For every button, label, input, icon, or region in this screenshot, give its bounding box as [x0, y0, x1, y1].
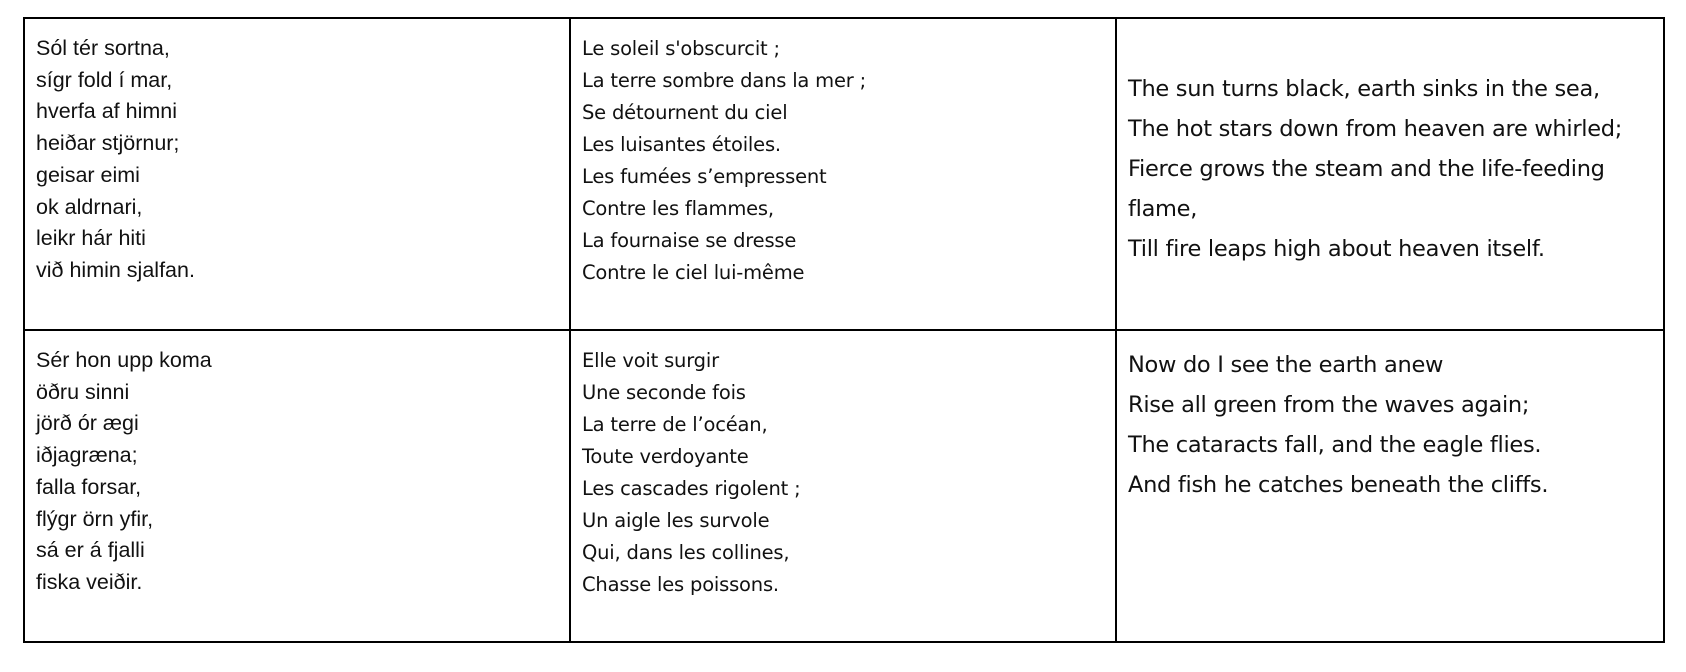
verse-line: öðru sinni	[36, 379, 130, 404]
verse-line: flýgr örn yfir,	[36, 506, 154, 531]
verse-line: hverfa af himni	[36, 99, 178, 124]
verse-line: Les fumées s’empressent	[582, 165, 827, 188]
poem-translation-table	[23, 17, 1665, 643]
verse-line: Les cascades rigolent ;	[582, 477, 801, 500]
verse-line: iðjagræna;	[36, 443, 138, 468]
english-cell	[1116, 18, 1664, 330]
verse-line: Fierce grows the steam and the life-feeding flame,	[1128, 156, 1605, 222]
verse-line: fiska veiðir.	[36, 569, 143, 594]
verse-line: Qui, dans les collines,	[582, 541, 790, 564]
verse-line: La fournaise se dresse	[582, 229, 797, 252]
stanza-row-1	[24, 18, 1664, 330]
verse-line: Elle voit surgir	[582, 349, 719, 372]
english-verse	[1117, 331, 1663, 505]
verse-line: Rise all green from the waves again;	[1128, 392, 1530, 418]
verse-line: Sól tér sortna,	[36, 36, 170, 60]
verse-line: heiðar stjörnur;	[36, 131, 180, 156]
french-cell	[570, 330, 1116, 642]
stanza-row-2	[24, 330, 1664, 642]
verse-line: ok aldrnari,	[36, 194, 143, 219]
french-verse	[571, 19, 1115, 289]
verse-line: La terre sombre dans la mer ;	[582, 69, 866, 92]
icelandic-cell	[24, 330, 570, 642]
english-verse	[1117, 19, 1663, 269]
icelandic-cell	[24, 18, 570, 330]
verse-line: Les luisantes étoiles.	[582, 133, 781, 156]
verse-line: falla forsar,	[36, 474, 142, 499]
verse-line: Contre le ciel lui-même	[582, 261, 805, 284]
verse-line: La terre de l’océan,	[582, 413, 768, 436]
verse-line: Chasse les poissons.	[582, 573, 779, 596]
verse-line: jörð ór ægi	[36, 411, 139, 436]
verse-line: Toute verdoyante	[582, 445, 749, 468]
verse-line: Sér hon upp koma	[36, 348, 212, 372]
french-verse	[571, 331, 1115, 601]
english-cell	[1116, 330, 1664, 642]
verse-line: Un aigle les survole	[582, 509, 770, 532]
icelandic-verse	[25, 19, 569, 287]
verse-line: Le soleil s'obscurcit ;	[582, 37, 780, 60]
verse-line: Contre les flammes,	[582, 197, 774, 220]
verse-line: Till fire leaps high about heaven itself.	[1128, 236, 1545, 262]
icelandic-verse	[25, 331, 569, 599]
verse-line: The cataracts fall, and the eagle flies.	[1128, 432, 1542, 458]
verse-line: Se détournent du ciel	[582, 101, 788, 124]
verse-line: And fish he catches beneath the cliffs.	[1128, 472, 1549, 498]
french-cell	[570, 18, 1116, 330]
verse-line: The sun turns black, earth sinks in the sea,	[1128, 76, 1600, 102]
verse-line: geisar eimi	[36, 162, 140, 187]
verse-line: sígr fold í mar,	[36, 67, 173, 92]
verse-line: Now do I see the earth anew	[1128, 352, 1444, 378]
verse-line: við himin sjalfan.	[36, 257, 195, 282]
verse-line: The hot stars down from heaven are whirled;	[1128, 116, 1623, 142]
verse-line: sá er á fjalli	[36, 538, 145, 563]
verse-line: leikr hár hiti	[36, 226, 146, 251]
verse-line: Une seconde fois	[582, 381, 746, 404]
